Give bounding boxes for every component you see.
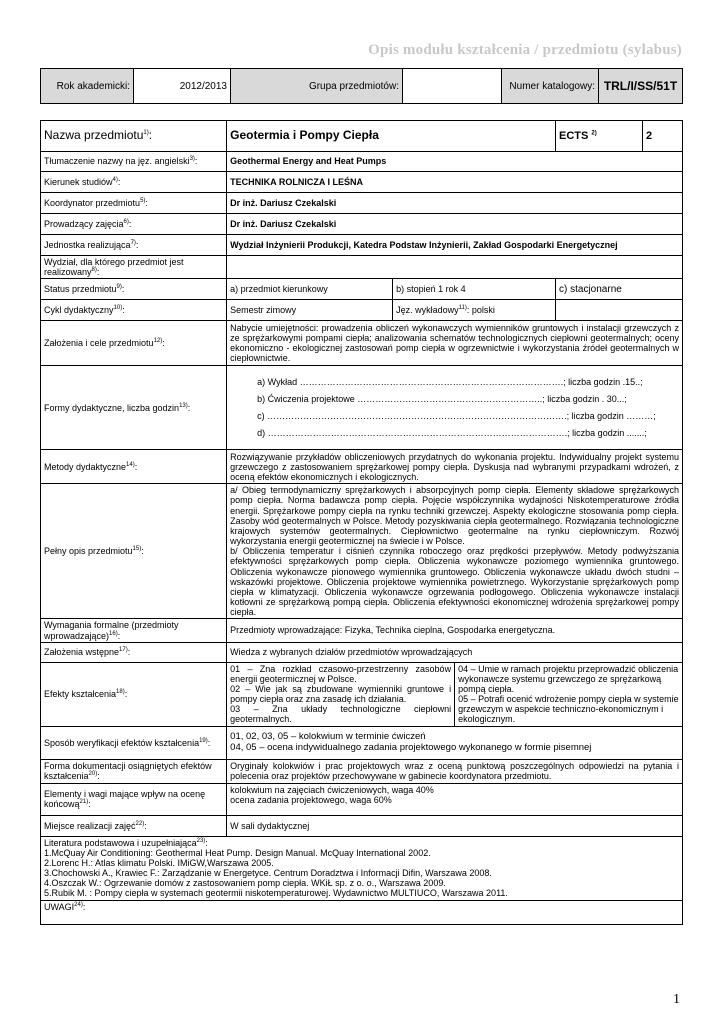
subject-name-value: Geotermia i Pompy Ciepła — [227, 121, 556, 152]
prerequisites-value: Wiedza z wybranych działów przedmiotów wprowadzających — [227, 642, 683, 662]
teacher-label: Prowadzący zajęcia$^{6)}$: — [41, 214, 227, 235]
full-description-label: Pełny opis przedmiotu$^{15)}$: — [41, 484, 227, 619]
unit-label: Jednostka realizująca$^{7)}$: — [41, 235, 227, 256]
literature-item: 2.Lorenc H.: Atlas klimatu Polski. IMiGW,Warszawa 2005. — [44, 857, 274, 868]
group-value — [403, 69, 502, 104]
cycle-value: Semestr zimowy — [227, 300, 393, 321]
literature-item: 1.McQuay Air Conditioning: Geothermal Heat Pump. Design Manual. McQuay International 2002. — [44, 847, 431, 858]
form-item: a) Wykład …………………………………………………………………………….; liczba godzin .15..; — [257, 376, 643, 387]
weights-value: kolokwium na zajęciach ćwiczeniowych, waga 40% ocena zadania projektowego, waga 60% — [227, 783, 683, 815]
prerequisites-label: Założenia wstępne$^{17)}$: — [41, 642, 227, 662]
literature-item: 5.Rubik M. : Pompy ciepła w systemach geotermii niskotemperaturowej. Wydawnictwo MULTIUCO, Warszawa 2011. — [44, 888, 508, 899]
top-info-table — [40, 68, 683, 104]
requirements-label: Wymagania formalne (przedmioty wprowadzające)$^{16)}$: — [41, 619, 227, 642]
field-label: Kierunek studiów$^{4)}$: — [41, 172, 227, 193]
goals-value: Nabycie umiejętności: prowadzenia obliczeń wykonawczych wymienników gruntowych i instalacji grzewczych z ze sprężarkowymi pompami ciepła; analizowania schematów technologicznych ciepłowni geotermalnych; oceny ekonomiczno - ekologicznej zastosowań pomp ciepła w ogrzewnictwie i wykorzystania źródeł geotermalnych w ciepłownictwie. — [227, 321, 683, 366]
documentation-label: Forma dokumentacji osiągniętych efektów kształcenia$^{20)}$: — [41, 759, 227, 783]
weights-label: Elementy i wagi mające wpływ na ocenę końcową$^{21)}$: — [41, 783, 227, 815]
coordinator-label: Koordynator przedmiotu$^{5)}$: — [41, 193, 227, 214]
catalog-label: Numer katalogowy: — [502, 69, 599, 104]
faculty-label: Wydział, dla którego przedmiot jest realizowany$^{8)}$: — [41, 256, 227, 279]
place-value: W sali dydaktycznej — [227, 815, 683, 836]
form-item: d) ……………………………………………………………………………………….; liczba godzin .......; — [257, 427, 647, 438]
effects-left: 01 – Zna rozkład czasowo-przestrzenny zasobów energii geotermicznej w Polsce. 02 – Wie jak są zbudowane wymienniki gruntowe i pompy ciepła oraz zna zasadę ich działania. 03 – Zna układy technologiczne ciepłowni geotermalnych. — [227, 663, 454, 726]
field-value: TECHNIKA ROLNICZA I LEŚNA — [227, 172, 683, 193]
forms-label: Formy dydaktyczne, liczba godzin$^{13)}$: — [41, 366, 227, 450]
ects-label: ECTS $^{2)}$ — [556, 121, 643, 152]
cycle-label: Cykl dydaktyczny$^{10)}$: — [41, 300, 227, 321]
faculty-value — [227, 256, 683, 279]
goals-label: Założenia i cele przedmiotu$^{12)}$: — [41, 321, 227, 366]
syllabus-table — [40, 120, 683, 925]
language: Jęz. wykładowy$^{11)}$: polski — [393, 300, 556, 321]
forms-list — [227, 366, 683, 450]
page-number: 1 — [673, 992, 680, 1007]
teacher-value: Dr inż. Dariusz Czekalski — [227, 214, 683, 235]
form-item: c) ……………………………………………………………………………………….; liczba godzin ………; — [257, 410, 656, 421]
catalog-value: TRL/I/SS/51T — [599, 69, 683, 104]
group-label: Grupa przedmiotów: — [231, 69, 403, 104]
effects-label: Efekty kształcenia$^{18)}$: — [41, 662, 227, 726]
full-description-value — [227, 484, 683, 619]
methods-value: Rozwiązywanie przykładów obliczeniowych przydatnych do wykonania projektu. Indywidualny projekt systemu grzewczego z zastosowaniem sprężarkowej pompy ciepła. Dyskusja nad wybranymi przypadkami wdrożeń, z oceną efektów ekonomicznych i ekologicznych. — [227, 450, 683, 484]
notes: UWAGI$^{24)}$: — [41, 900, 683, 924]
effects-right: 04 – Umie w ramach projektu przeprowadzić obliczenia wykonawcze systemu grzewczego ze sprężarkową pompą ciepła. 05 – Potrafi ocenić wdrożenie pompy ciepła w systemie grzewczym w aspekcie techniczno-ekonomicznym i ekologicznym. — [458, 663, 679, 725]
coordinator-value: Dr inż. Dariusz Czekalski — [227, 193, 683, 214]
status-mode: c) stacjonarne — [556, 279, 683, 300]
literature-item: 3.Chochowski A., Krawiec F.: Zarządzanie w Energetyce. Centrum Doradztwa i Informacji Difin, Warszawa 2008. — [44, 868, 492, 879]
documentation-value: Oryginały kolokwiów i prac projektowych wraz z oceną punktową poszczególnych odpowiedzi na pytania i polecenia oraz projektów przechowywane w gabinecie koordynatora przedmiotu. — [227, 759, 683, 783]
full-description-b: b/ Obliczenia temperatur i ciśnień czynnika roboczego oraz prędkości przepływów. Metody podwyższania efektywności sprężarkowych pomp ciepła. Obliczenia wykonawcze poziomego wymiennika gruntowego. Obliczenia wykonawcze pionowego wymiennika gruntowego. Obliczenia wykonawcze układu dwóch studni – wskazówki projektowe. Obliczenia projektowe wymiennika powietrznego. Wykorzystanie sprężarkowych pomp ciepła w klimatyzacji. Obliczenia wykonawcze ogrzewania podłogowego. Obliczenia wykonawcze instalacji kotłowni ze sprężarkową pompą ciepła. Obliczenia efektywności ekonomicznej wdrożenia sprężarkowej pompy ciepła. — [230, 546, 679, 618]
year-label: Rok akademicki: — [41, 69, 134, 104]
status-type: a) przedmiot kierunkowy — [227, 279, 393, 300]
requirements-value: Przedmioty wprowadzające: Fizyka, Technika cieplna, Gospodarka energetyczna. — [227, 619, 683, 642]
verification-value: 01, 02, 03, 05 – kolokwium w terminie ćwiczeń 04, 05 – ocena indywidualnego zadania projektowego wykonanego w formie pisemnej — [227, 726, 683, 759]
page-title: Opis modułu kształcenia / przedmiotu (sylabus) — [368, 42, 682, 58]
place-label: Miejsce realizacji zajęć$^{22)}$: — [41, 815, 227, 836]
form-item: b) Ćwiczenia projektowe ……………………………………………………..; liczba godzin . 30...; — [257, 393, 627, 404]
verification-label: Sposób weryfikacji efektów kształcenia$^{19)}$: — [41, 726, 227, 759]
status-level: b) stopień 1 rok 4 — [393, 279, 556, 300]
full-description-a: a/ Obieg termodynamiczny sprężarkowych i absorpcyjnych pomp ciepła. Elementy składowe sprężarkowych pomp ciepła. Norma badawcza pomp ciepła. Pojęcie współczynnika wydajności Niskotemperaturowe źródła energii. Sprężarkowe pompy ciepła na rynku techniki grzewczej. Aspekty ekologiczne stosowania pomp ciepła. Zasoby wód geotermalnych w Polsce. Metody pozyskiwania ciepła geotermalnego. Rozwiązania technologiczne krajowych systemów geotermalnych. Ciepłownictwo geotermalne na rynku ciepłowniczym. Rozwój wykorzystania energii geotermicznej na świecie i w Polsce. — [230, 485, 679, 547]
unit-value: Wydział Inżynierii Produkcji, Katedra Podstaw Inżynierii, Zakład Gospodarki Energetycznej — [227, 235, 683, 256]
translation-label: Tłumaczenie nazwy na jęz. angielski$^{3)}$: — [41, 152, 227, 172]
subject-name-label: Nazwa przedmiotu$^{1)}$: — [41, 121, 227, 152]
literature — [41, 836, 683, 900]
methods-label: Metody dydaktyczne$^{14)}$: — [41, 450, 227, 484]
literature-item: 4.Oszczak W.: Ogrzewanie domów z zastosowaniem pomp ciepła. WKiŁ sp. z o. o., Warszawa 2009. — [44, 878, 446, 889]
status-label: Status przedmiotu$^{9)}$: — [41, 279, 227, 300]
literature-label: Literatura podstawowa i uzupełniająca$^{23)}$: — [44, 837, 208, 848]
ects-value: 2 — [642, 121, 682, 152]
year-value: 2012/2013 — [134, 69, 231, 104]
translation-value: Geothermal Energy and Heat Pumps — [227, 152, 683, 172]
